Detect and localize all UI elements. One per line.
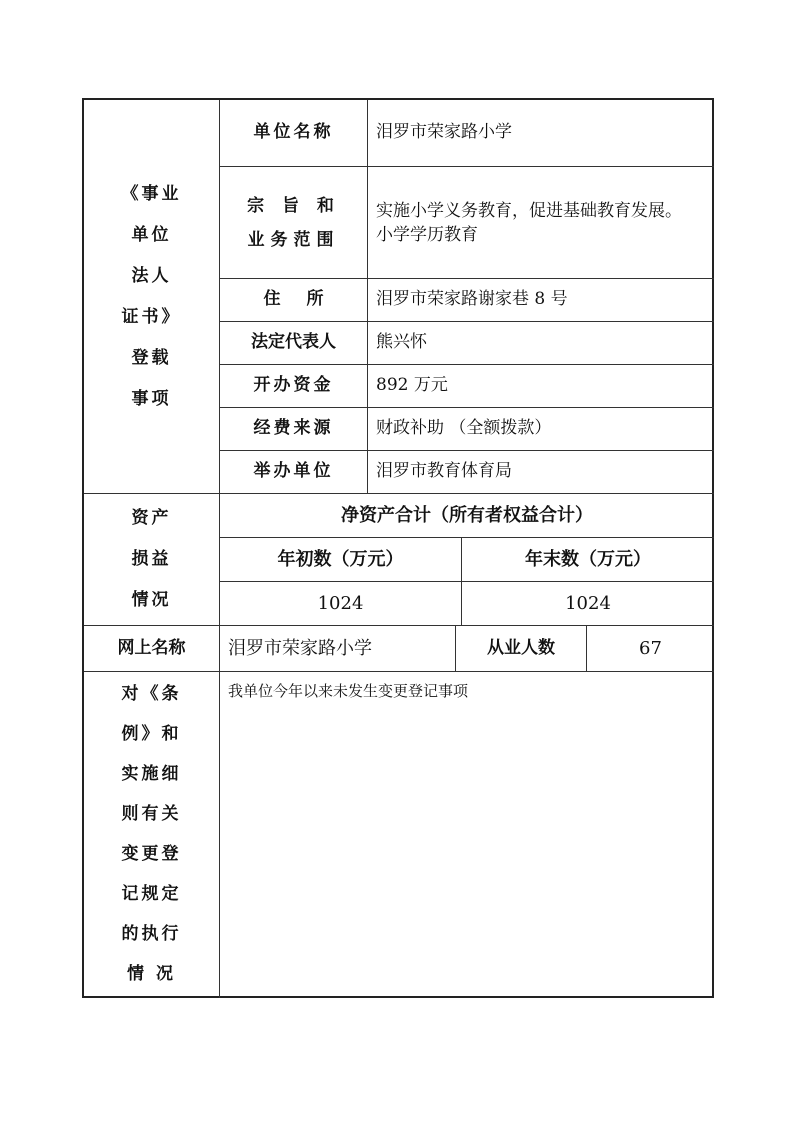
value-line: 实施小学义务教育，促进基础教育发展。 bbox=[376, 200, 682, 221]
staff-count-label: 从业人数 bbox=[487, 637, 555, 658]
section-label-line: 证书》 bbox=[121, 306, 182, 327]
address-label: 住所 bbox=[263, 289, 350, 310]
registration-form-table bbox=[82, 98, 714, 998]
section-label-line: 单位 bbox=[131, 224, 172, 245]
start-capital-label: 开办资金 bbox=[253, 375, 334, 396]
funding-source-label: 经费来源 bbox=[253, 418, 334, 439]
assets-section-label bbox=[84, 494, 219, 625]
begin-year-header: 年初数（万元） bbox=[277, 549, 404, 570]
sponsor-unit-label: 举办单位 bbox=[253, 461, 334, 482]
section-label-line: 实施细 bbox=[121, 764, 182, 784]
label-line: 业务范围 bbox=[247, 229, 340, 250]
section-label-line: 法人 bbox=[131, 265, 172, 286]
purpose-scope-value bbox=[368, 167, 714, 278]
unit-name-value: 泪罗市荣家路小学 bbox=[376, 122, 512, 143]
section-label-line: 对《条 bbox=[121, 684, 182, 704]
funding-source-value: 财政补助 （全额拨款） bbox=[376, 418, 552, 439]
legal-representative-label: 法定代表人 bbox=[251, 332, 336, 353]
section-label-line: 则有关 bbox=[121, 804, 182, 824]
section-label-line: 《事业 bbox=[121, 183, 182, 204]
end-year-header: 年末数（万元） bbox=[525, 549, 651, 570]
section-label-line: 事项 bbox=[131, 388, 172, 409]
purpose-scope-label bbox=[220, 167, 367, 278]
sponsor-unit-value: 泪罗市教育体育局 bbox=[376, 461, 512, 482]
end-year-value: 1024 bbox=[565, 593, 611, 614]
unit-name-label: 单位名称 bbox=[253, 122, 334, 143]
legal-representative-value: 熊兴怀 bbox=[376, 332, 427, 353]
begin-year-value: 1024 bbox=[317, 593, 364, 614]
section-label-line: 情况 bbox=[131, 590, 172, 610]
section-label-line: 情 况 bbox=[127, 964, 176, 984]
staff-count-value: 67 bbox=[639, 638, 662, 659]
online-name-value: 泪罗市荣家路小学 bbox=[228, 638, 372, 659]
compliance-text: 我单位今年以来未发生变更登记事项 bbox=[228, 682, 469, 700]
address-value: 泪罗市荣家路谢家巷 8 号 bbox=[376, 289, 568, 310]
online-name-label: 网上名称 bbox=[117, 637, 186, 658]
section-label-line: 损益 bbox=[131, 549, 172, 569]
section-label-line: 记规定 bbox=[121, 884, 182, 904]
label-line: 宗 旨 和 bbox=[247, 195, 340, 216]
section-label-line: 变更登 bbox=[121, 844, 182, 864]
section-label-line: 的执行 bbox=[121, 924, 182, 944]
compliance-section-label bbox=[84, 672, 219, 998]
registration-section-label bbox=[84, 100, 219, 493]
value-line: 小学学历教育 bbox=[376, 224, 478, 245]
start-capital-value: 892 万元 bbox=[376, 375, 448, 396]
section-label-line: 登载 bbox=[131, 347, 172, 368]
section-label-line: 例》和 bbox=[121, 724, 182, 744]
net-assets-header: 净资产合计（所有者权益合计） bbox=[341, 505, 593, 526]
section-label-line: 资产 bbox=[131, 508, 172, 528]
